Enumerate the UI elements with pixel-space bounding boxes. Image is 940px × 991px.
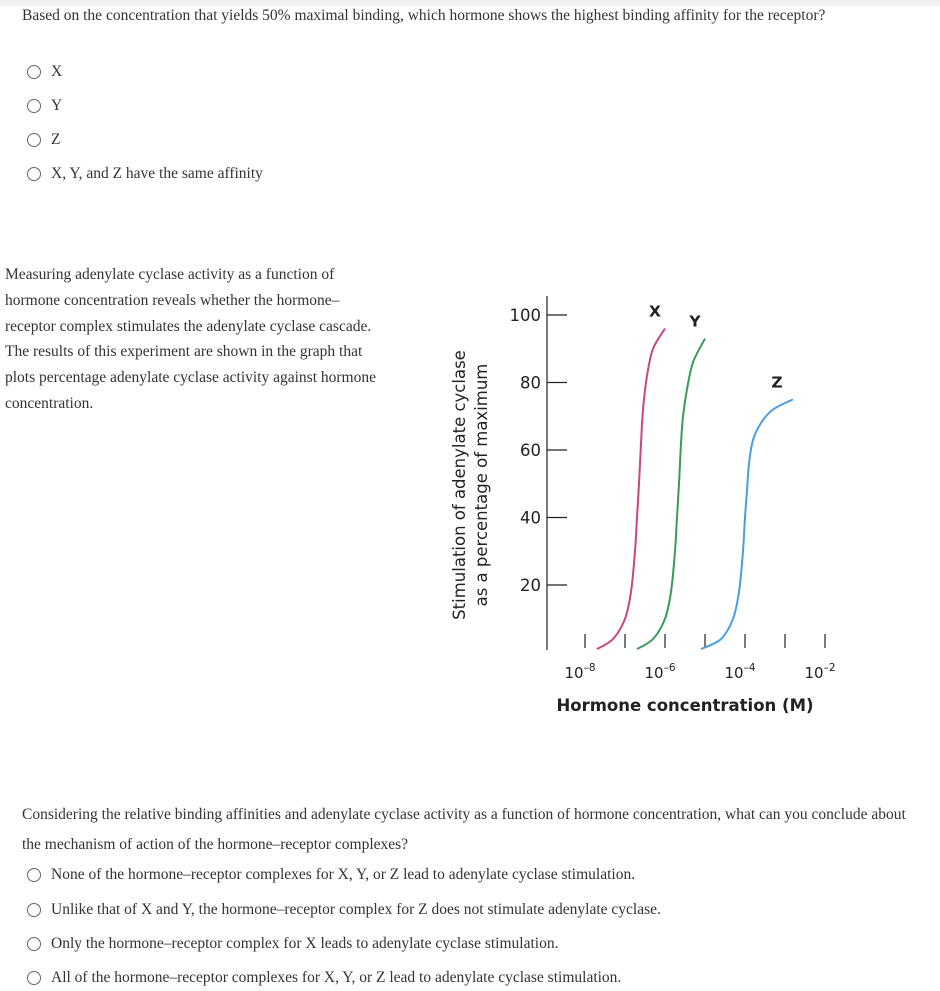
curves (597, 303, 793, 650)
question-1-prompt: Based on the concentration that yields 50% maximal binding, which hormone shows the highest binding affinity for the receptor? (22, 7, 826, 24)
radio-button[interactable] (27, 99, 41, 113)
adenylate-cyclase-chart (420, 280, 870, 720)
y-tick-label: 80 (520, 373, 541, 393)
x-axis-label: Hormone concentration (M) (556, 696, 814, 715)
option-label: Y (51, 97, 63, 114)
option-label: X, Y, and Z have the same affinity (51, 165, 263, 182)
x-tick-label: $10^{-8}$ (564, 662, 596, 682)
y-tick-label: 20 (520, 576, 541, 595)
option-label: All of the hormone–receptor complexes for X, Y, or Z lead to adenylate cyclase stimulation. (51, 969, 622, 986)
option-label: None of the hormone–receptor complexes for X, Y, or Z lead to adenylate cyclase stimulation. (51, 866, 636, 883)
x-tick-label: $10^{-6}$ (644, 662, 676, 682)
option-label: Z (51, 131, 61, 148)
radio-button[interactable] (27, 868, 41, 882)
radio-button[interactable] (27, 133, 41, 147)
series-label-x: X (649, 302, 661, 321)
x-ticks (564, 634, 835, 682)
radio-button[interactable] (27, 167, 41, 181)
q1-option-y[interactable] (27, 97, 62, 115)
y-axis-label-line1: Stimulation of adenylate cyclase (450, 350, 469, 620)
q1-option-z[interactable] (27, 131, 60, 149)
q2-option-none[interactable] (27, 866, 635, 884)
option-label: Unlike that of X and Y, the hormone–receptor complex for Z does not stimulate adenylate cyclase. (51, 901, 661, 918)
q2-option-all[interactable] (27, 969, 621, 987)
curve-z (701, 399, 793, 649)
option-label: Only the hormone–receptor complex for X leads to adenylate cyclase stimulation. (51, 935, 559, 952)
radio-button[interactable] (27, 65, 41, 79)
option-label: X (51, 63, 63, 80)
y-tick-label: 40 (520, 508, 541, 528)
radio-button[interactable] (27, 903, 41, 917)
series-label-z: Z (771, 373, 783, 392)
y-axis-label-line2: as a percentage of maximum (472, 363, 491, 607)
x-tick-label: $10^{-4}$ (724, 662, 756, 682)
series-label-y: Y (689, 312, 701, 331)
q1-option-same[interactable] (27, 165, 263, 183)
x-tick-label: $10^{-2}$ (804, 662, 836, 682)
radio-button[interactable] (27, 971, 41, 985)
experiment-description: Measuring adenylate cyclase activity as a function of hormone concentration reveals whether the hormone–receptor complex stimulates the adenylate cyclase cascade. The results of this experiment are shown in the graph that plots percentage adenylate cyclase activity against hormone concentration. (5, 266, 376, 412)
curve-x (597, 329, 665, 650)
y-ticks (510, 306, 568, 595)
q2-option-only-x[interactable] (27, 935, 558, 953)
y-axis-label (450, 350, 491, 620)
q1-option-x[interactable] (27, 63, 62, 81)
y-tick-label: 60 (520, 441, 541, 460)
radio-button[interactable] (27, 937, 41, 951)
question-2-prompt: Considering the relative binding affinities and adenylate cyclase activity as a function of hormone concentration, what can you conclude about the mechanism of action of the hormone–receptor complexes? (22, 806, 906, 853)
y-tick-label: 100 (509, 306, 541, 325)
q2-option-z-not[interactable] (27, 901, 661, 919)
curve-y (637, 339, 705, 649)
